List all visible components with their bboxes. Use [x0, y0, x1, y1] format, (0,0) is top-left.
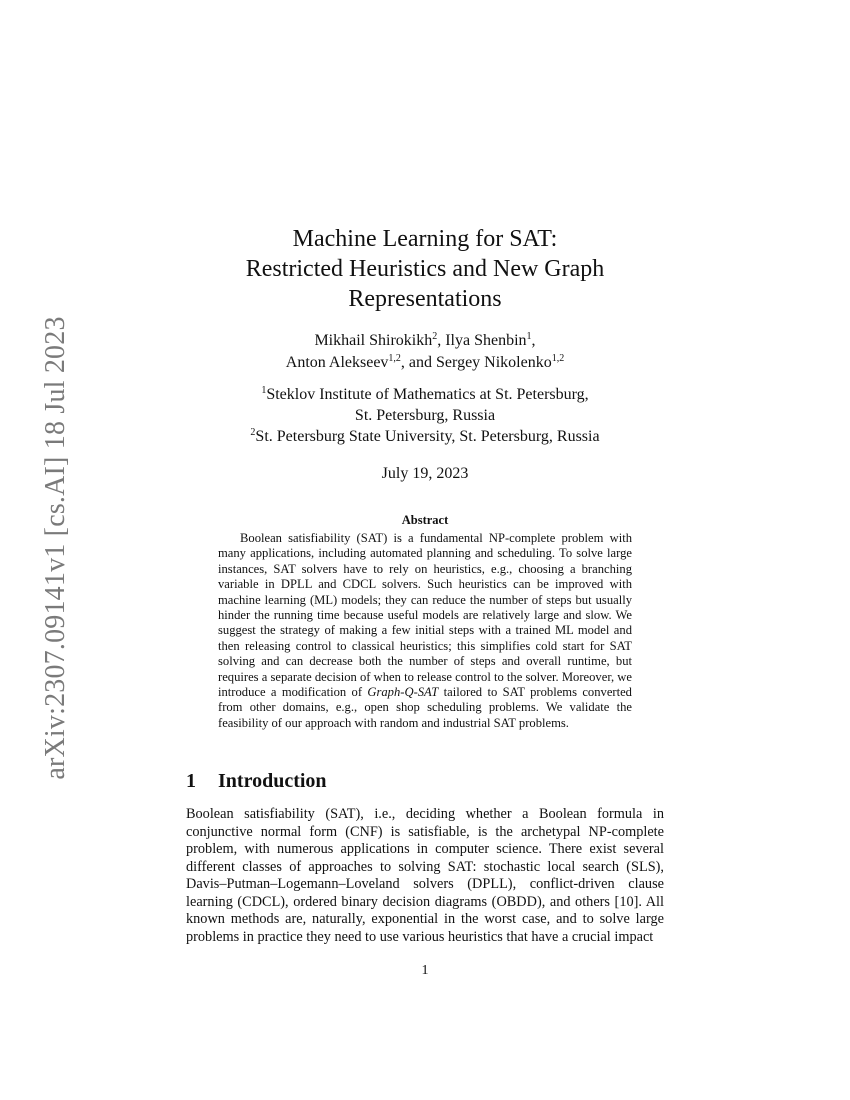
- abstract-text: [218, 531, 632, 731]
- page-number: 1: [421, 963, 429, 978]
- author-line-1: [180, 330, 670, 352]
- author-separator: ,: [531, 332, 536, 349]
- author-nikolenko-affil: 1,2: [551, 353, 565, 364]
- introduction-paragraph: Boolean satisfiability (SAT), i.e., deciding whether a Boolean formula in conjunctive normal form (CNF) is satisfiable, is the archetypal NP-complete problem, with numerous applications in computer science. There exist several different classes of approaches to solving SAT: stochastic local search (SLS), Davis–Putman–Logemann–Loveland solvers (DPLL), conflict-driven clause learning (CDCL), ordered binary decision diagrams (OBDD), and others [10]. All known methods are, naturally, exponential in the worst case, and to solve large problems in practice they need to use various heuristics that have a crucial impact: [186, 806, 664, 945]
- author-list: [180, 330, 670, 374]
- affiliations: [180, 384, 670, 447]
- author-alekseev: Anton Alekseev: [285, 354, 389, 371]
- affiliation-2-line-1: [180, 426, 670, 447]
- arxiv-identifier-stamp[interactable]: arXiv:2307.09141v1 [cs.AI] 18 Jul 2023: [40, 316, 71, 780]
- affiliation-1-mark: 1: [261, 385, 267, 396]
- abstract-text-part-2: tailored to SAT problems converted from other domains, e.g., open shop scheduling problems. We validate the feasibility of our approach with random and industrial SAT problems.: [218, 685, 632, 730]
- affiliation-2-mark: 2: [250, 427, 256, 438]
- affiliation-1-line-1: [180, 384, 670, 405]
- author-alekseev-affil: 1,2: [388, 353, 401, 364]
- abstract-emphasis-graph-q-sat: Graph-Q-SAT: [367, 685, 439, 700]
- author-shirokikh: Mikhail Shirokikh: [314, 332, 433, 349]
- affiliation-2-name: St. Petersburg State University, St. Petersburg, Russia: [255, 428, 600, 445]
- author-shirokikh-affil: 2: [432, 331, 438, 342]
- author-line-2: [180, 352, 670, 374]
- author-shenbin-affil: 1: [526, 331, 532, 342]
- title-line-3: Representations: [348, 286, 502, 312]
- author-nikolenko: Sergey Nikolenko: [436, 354, 552, 371]
- abstract-heading: Abstract: [401, 513, 449, 527]
- affiliation-1-line-2: St. Petersburg, Russia: [354, 407, 496, 424]
- publication-date: July 19, 2023: [381, 465, 469, 482]
- abstract-text-part-1: Boolean satisfiability (SAT) is a fundamental NP-complete problem with many applications, including automated planning and scheduling. To solve large instances, SAT solvers have to rely on heuristics, e.g., choosing a branching variable in DPLL and CDCL solvers. Such heuristics can be improved with machine learning (ML) models; they can reduce the number of steps but usually hinder the running time because useful models are relatively large and slow. We suggest the strategy of making a few initial steps with a trained ML model and then releasing control to classical heuristics; this simplifies cold start for SAT solving and can decrease both the number of steps and overall runtime, but requires a separate decision of when to release control to the solver. Moreover, we introduce a modification of: [218, 531, 632, 700]
- section-number: 1: [186, 770, 196, 792]
- title-line-1: Machine Learning for SAT:: [292, 226, 558, 252]
- paper-title: [200, 224, 650, 314]
- author-separator: , and: [400, 354, 437, 371]
- section-heading-introduction: [186, 770, 327, 793]
- title-line-2: Restricted Heuristics and New Graph: [245, 256, 605, 282]
- affiliation-1-name: Steklov Institute of Mathematics at St. Petersburg,: [266, 386, 589, 403]
- author-separator: ,: [437, 332, 446, 349]
- author-shenbin: Ilya Shenbin: [445, 332, 527, 349]
- section-title: Introduction: [218, 770, 327, 792]
